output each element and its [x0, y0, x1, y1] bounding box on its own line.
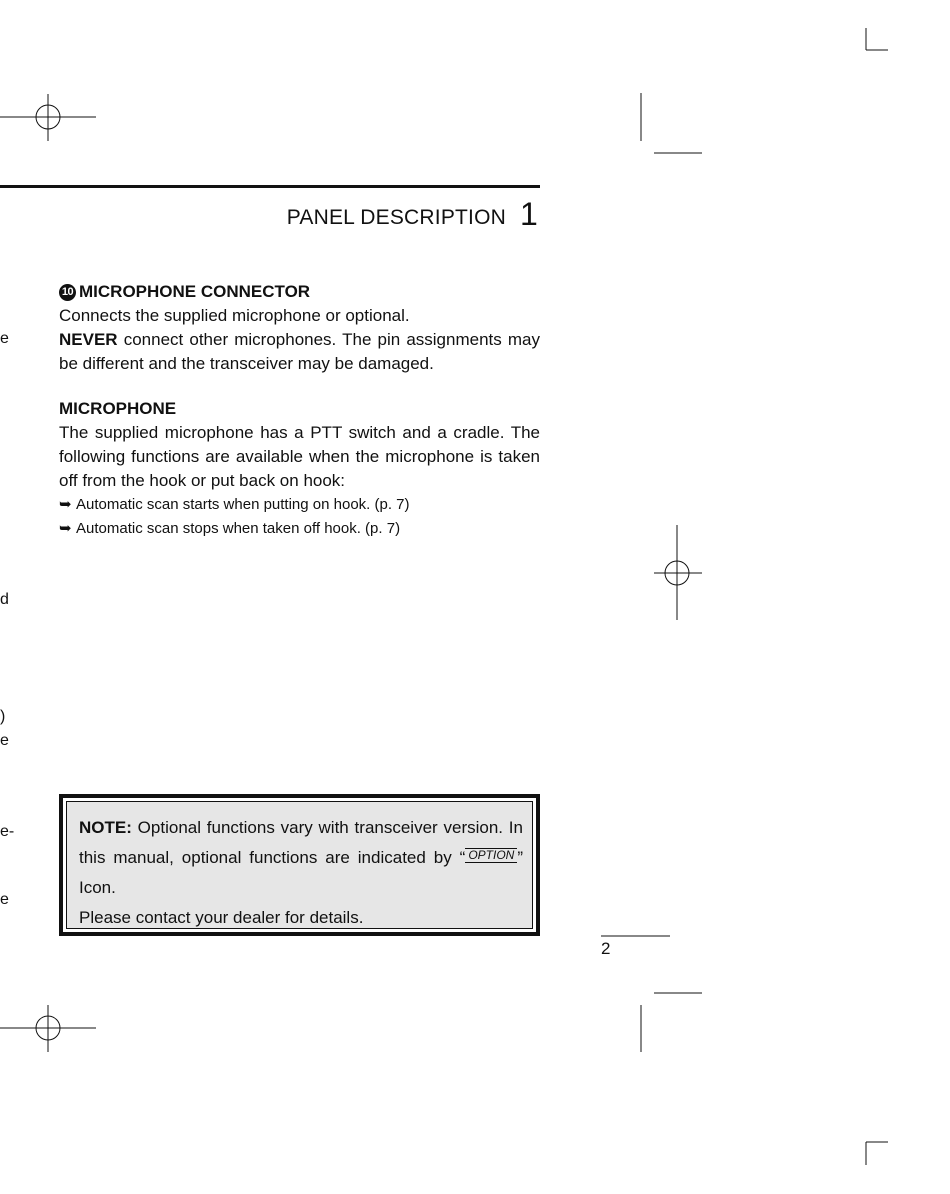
list-item	[59, 517, 540, 541]
edge-fragment: e	[0, 891, 9, 908]
microphone-connector-title: MICROPHONE CONNECTOR	[79, 282, 311, 301]
header-rule	[0, 185, 540, 188]
note-text: Optional functions vary with transceiver version. In this manual, optional functions are indicated by “	[79, 818, 523, 867]
option-icon: OPTION	[465, 848, 517, 863]
note-text-end: ” Icon.	[79, 848, 523, 897]
edge-fragment: d	[0, 591, 9, 608]
edge-fragment: e	[0, 732, 9, 749]
microphone-connector-heading	[59, 280, 540, 304]
microphone-body: The supplied microphone has a PTT switch and a cradle. The following functions are available when the microphone is taken off from the hook or put back on hook:	[59, 423, 540, 490]
microphone-section	[59, 397, 540, 541]
page-number: 2	[601, 939, 611, 958]
note-label: NOTE:	[79, 818, 132, 837]
bullet-text: Automatic scan stops when taken off hook. (p. 7)	[76, 520, 401, 537]
note-paragraph	[79, 813, 523, 903]
note-contact: Please contact your dealer for details.	[79, 908, 364, 927]
microphone-title: MICROPHONE	[59, 399, 177, 418]
arrow-bullet-icon: ➥	[59, 520, 72, 537]
never-label: NEVER	[59, 330, 118, 349]
warning-text: connect other microphones. The pin assignments may be different and the transceiver may be damaged.	[59, 330, 540, 373]
note-content	[66, 801, 533, 929]
note-box	[59, 794, 540, 936]
arrow-bullet-icon: ➥	[59, 496, 72, 513]
microphone-connector-line1: Connects the supplied microphone or optional.	[59, 306, 410, 325]
microphone-connector-warning	[59, 328, 540, 376]
bullet-text: Automatic scan starts when putting on hook. (p. 7)	[76, 496, 410, 513]
edge-fragment: )	[0, 708, 6, 725]
edge-fragment: e-	[0, 823, 15, 840]
item-number-badge: 10	[59, 284, 76, 301]
edge-fragment: e	[0, 330, 9, 347]
section-number: 1	[520, 196, 538, 232]
microphone-connector-section	[59, 280, 540, 376]
list-item	[59, 493, 540, 517]
section-title: PANEL DESCRIPTION	[286, 206, 506, 229]
